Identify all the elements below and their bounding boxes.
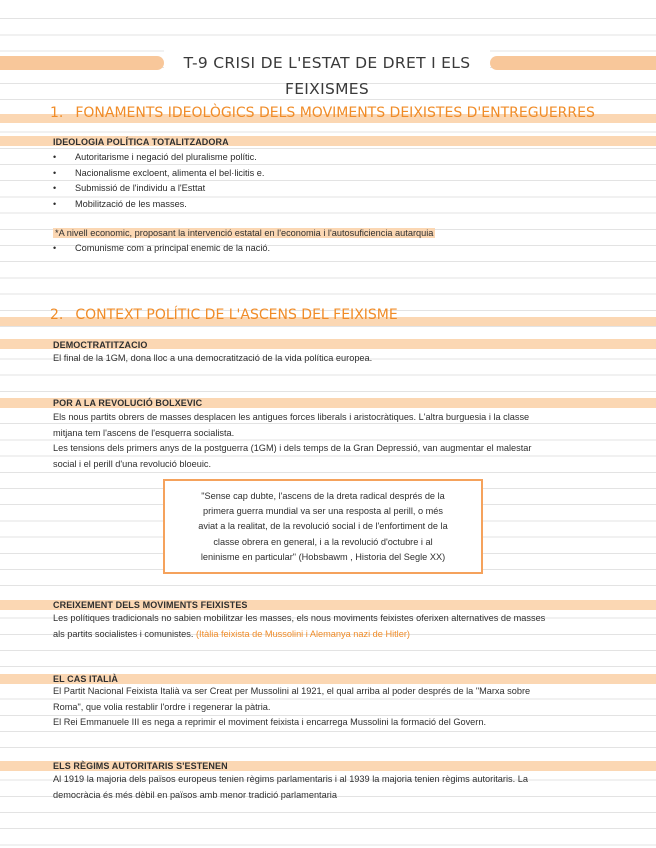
italia-heading: EL CAS ITALIÀ — [53, 674, 118, 684]
note-list — [53, 241, 613, 257]
italia-line: El Partit Nacional Feixista Italià va ser Creat per Mussolini al 1921, el qual arriba al poder després de la "Marxa sobre — [53, 686, 531, 696]
quote-line: leninisme en particular" (Hobsbawm , Historia del Segle XX) — [200, 551, 446, 562]
regims-heading: ELS RÈGIMS AUTORITARIS S'ESTENEN — [53, 761, 228, 771]
creixement-line-2 — [53, 627, 623, 643]
list-item: • Comunisme com a principal enemic de la nació. — [53, 241, 613, 257]
ideologia-heading: IDEOLOGIA POLÍTICA TOTALITZADORA — [53, 137, 229, 147]
page-title: T-9 CRISI DE L'ESTAT DE DRET I ELS FEIXISMES — [164, 50, 490, 76]
hobsbawm-quote — [163, 479, 483, 574]
por-line: Les tensions dels primers anys de la postguerra (1GM) i dels temps de la Gran Depressió, van augmentar el malestar — [53, 443, 532, 453]
section-1-title: FONAMENTS IDEOLÒGICS DELS MOVIMENTS DEIXISTES D'ENTREGUERRES — [75, 105, 595, 121]
creixement-heading: CREIXEMENT DELS MOVIMENTS FEIXISTES — [53, 600, 248, 610]
creixement-paragraph — [53, 611, 623, 642]
title-band-right — [490, 56, 656, 70]
italia-line: El Rei Emmanuele III es nega a reprimir el moviment feixista i encarrega Mussolini la formació del Govern. — [53, 717, 487, 727]
section-2-title: CONTEXT POLÍTIC DE L'ASCENS DEL FEIXISME — [75, 307, 398, 323]
italia-paragraph — [53, 684, 623, 731]
regims-line: Al 1919 la majoria dels països europeus tenien règims parlamentaris i al 1939 la majoria tenien règims autoritaris. La — [53, 774, 528, 784]
quote-line: "Sense cap dubte, l'ascens de la dreta radical després de la — [201, 491, 445, 501]
list-item: • Autoritarisme i negació del pluralisme polític. — [53, 150, 613, 166]
economic-note-text: *A nivell economic, proposant la intervenció estatal en l'economia i l'autosuficiencia autarquia — [55, 228, 434, 238]
economic-note — [53, 226, 435, 242]
por-line: mitjana tem l'ascens de l'esquerra socialista. — [53, 427, 235, 438]
democratitzacio-text: El final de la 1GM, dona lloc a una democratització de la vida política europea. — [53, 353, 373, 363]
por-heading: POR A LA REVOLUCIÓ BOLXEVIC — [53, 398, 203, 408]
section-1-heading — [50, 104, 595, 122]
italia-line: Roma", que volia restablir l'ordre i regenerar la pàtria. — [53, 701, 271, 712]
por-line: Els nous partits obrers de masses desplacen les antigues forces liberals i aristocràtiques. L'altra burguesia i la classe — [53, 412, 530, 422]
quote-line: primera guerra mundial va ser una resposta al perill, o més — [202, 506, 443, 517]
list-item: • Nacionalisme excloent, alimenta el bel·licitis e. — [53, 166, 613, 182]
quote-line: classe obrera en general, i a la revolució d'octubre i al — [213, 536, 433, 547]
creixement-text: als partits socialistes i comunistes. — [53, 628, 194, 639]
section-2-heading — [50, 306, 398, 324]
section-2-number: 2. — [50, 307, 64, 323]
regims-paragraph — [53, 772, 623, 803]
creixement-line: Les polítiques tradicionals no sabien mobilitzar les masses, els nous moviments feixistes oferixen alternatives de masses — [53, 613, 546, 623]
creixement-examples: (Itàlia feixista de Mussolini i Alemanya nazi de Hitler) — [195, 628, 410, 639]
list-item: • Submissió de l'individu a l'Esttat — [53, 181, 613, 197]
list-item: • Mobilització de les masses. — [53, 197, 613, 213]
ideologia-list — [53, 150, 613, 212]
title-band-left — [0, 56, 164, 70]
por-line: social i el perill d'una revolució bloeuic. — [53, 458, 212, 469]
democratitzacio-heading: DEMOCTRATITZACIO — [53, 340, 148, 350]
regims-line: democràcia és més dèbil en països amb menor tradició parlamentaria — [53, 789, 337, 800]
section-1-number: 1. — [50, 105, 64, 121]
quote-line: aviat a la realitat, de la revolució social i de l'enfortiment de la — [198, 521, 448, 532]
por-paragraph — [53, 410, 623, 472]
